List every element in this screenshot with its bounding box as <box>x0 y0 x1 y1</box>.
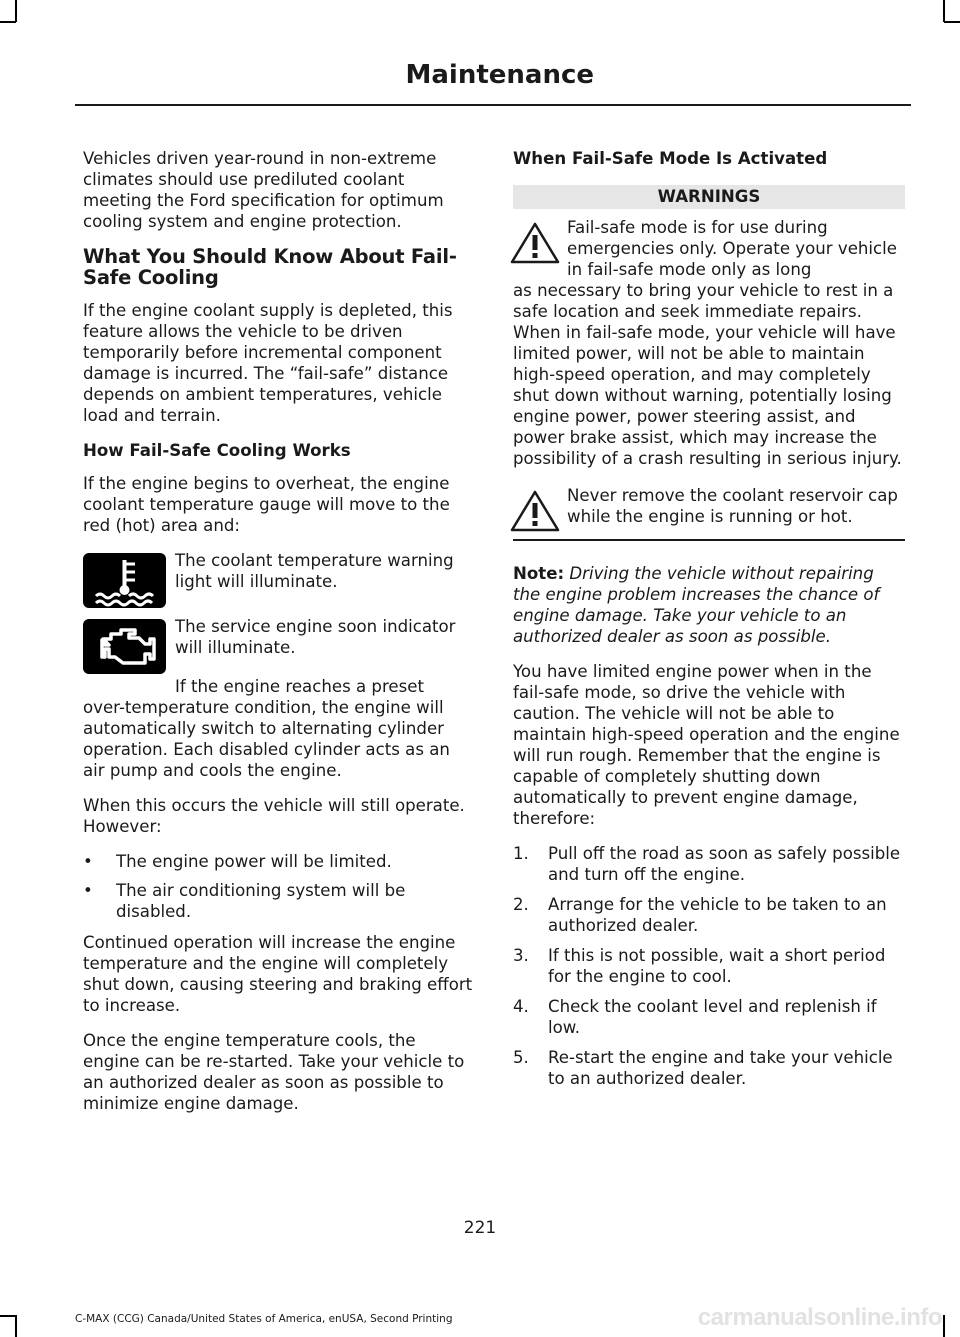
bullet-list <box>83 851 475 922</box>
crop-mark <box>943 1315 945 1337</box>
warning-rest: as necessary to bring your vehicle to rest in a safe location and seek immediate repairs. When in fail-safe mode, your vehicle will have limited power, will not be able to maintain high-speed operation, and may completely shut down without warning, potentially losing engine power, power steering assist, and power brake assist, which may increase the possibility of a crash resulting in serious injury. <box>513 281 902 468</box>
list-item: • The engine power will be limited. <box>83 851 475 872</box>
list-item <box>513 996 905 1038</box>
warning-triangle-icon <box>509 221 561 265</box>
step-number: 4. <box>513 996 529 1016</box>
check-engine-icon <box>83 619 166 674</box>
crop-mark <box>0 21 16 23</box>
left-column <box>83 148 475 1128</box>
step-number: 3. <box>513 945 529 965</box>
crop-mark <box>0 1315 16 1317</box>
steps-list <box>513 843 905 1089</box>
crop-mark <box>15 0 17 22</box>
step-number: 5. <box>513 1047 529 1067</box>
list-item <box>513 945 905 987</box>
coolant-temperature-warning-icon <box>83 553 166 608</box>
page-number: 221 <box>463 1218 497 1238</box>
list-item <box>513 843 905 885</box>
paragraph: You have limited engine power when in the fail-safe mode, so drive the vehicle with caution. The vehicle will not be able to maintain high-speed operation and the engine will run rough. Remember that the engine is capable of completely shutting down automatically to prevent engine damage, therefore: <box>513 661 900 828</box>
step-text: Check the coolant level and replenish if low. <box>548 996 877 1037</box>
service-engine-text: The service engine soon indicator will illuminate. <box>175 617 456 657</box>
note-text: Driving the vehicle without repairing the engine problem increases the chance of engine damage. Take your vehicle to an authorized dealer as soon as possible. <box>513 563 880 646</box>
coolant-warning-text: The coolant temperature warning light will illuminate. <box>175 551 454 591</box>
section-heading: What You Should Know About Fail-Safe Cooling <box>83 245 457 289</box>
warnings-header: WARNINGS <box>513 185 905 209</box>
step-text: Arrange for the vehicle to be taken to an authorized dealer. <box>548 894 887 935</box>
step-number: 2. <box>513 894 529 914</box>
paragraph: Once the engine temperature cools, the engine can be re-started. Take your vehicle to an authorized dealer as soon as possible to minimize engine damage. <box>83 1031 465 1113</box>
section-heading: When Fail-Safe Mode Is Activated <box>513 149 828 168</box>
crop-mark <box>944 21 960 23</box>
warning-lead: Fail-safe mode is for use during emergencies only. Operate your vehicle in fail-safe mode only as long <box>567 218 897 279</box>
step-number: 1. <box>513 843 529 863</box>
right-column <box>513 148 905 1098</box>
paragraph: If the engine begins to overheat, the engine coolant temperature gauge will move to the red (hot) area and: <box>83 474 450 535</box>
paragraph: If the engine coolant supply is depleted, this feature allows the vehicle to be driven temporarily before incremental component damage is incurred. The “fail-safe” distance depends on ambient temperatures, vehicle load and terrain. <box>83 301 453 425</box>
warning-item <box>513 485 905 527</box>
footer-text: C-MAX (CCG) Canada/United States of America, enUSA, Second Printing <box>75 1313 453 1325</box>
note <box>513 563 905 647</box>
page-title: Maintenance <box>405 60 594 90</box>
subheading: How Fail-Safe Cooling Works <box>83 441 351 460</box>
header-divider <box>75 104 911 106</box>
crop-mark <box>943 0 945 22</box>
step-text: Re-start the engine and take your vehicle to an authorized dealer. <box>548 1047 893 1088</box>
note-label: Note: <box>513 563 565 583</box>
paragraph: When this occurs the vehicle will still operate. However: <box>83 796 465 836</box>
crop-mark <box>15 1315 17 1337</box>
step-text: If this is not possible, wait a short period for the engine to cool. <box>548 945 886 986</box>
warning-triangle-icon <box>509 489 561 533</box>
warning-item <box>513 217 905 469</box>
paragraph: Continued operation will increase the engine temperature and the engine will completely shut down, causing steering and braking effort to increase. <box>83 933 473 1015</box>
paragraph-lead: If the engine reaches a preset <box>175 677 424 696</box>
list-item: • The air conditioning system will be disabled. <box>83 880 475 922</box>
paragraph <box>83 676 475 781</box>
list-item <box>513 1047 905 1089</box>
service-engine-item <box>83 616 475 672</box>
intro-paragraph: Vehicles driven year-round in non-extreme climates should use prediluted coolant meeting the Ford specification for optimum cooling system and engine protection. <box>83 149 444 231</box>
coolant-warning-item <box>83 550 475 606</box>
warnings-divider <box>513 539 905 541</box>
watermark: carmanualsonline.info <box>697 1304 942 1331</box>
step-text: Pull off the road as soon as safely possible and turn off the engine. <box>548 843 901 884</box>
warning-text: Never remove the coolant reservoir cap while the engine is running or hot. <box>567 486 898 526</box>
list-item <box>513 894 905 936</box>
paragraph-rest: over-temperature condition, the engine will automatically switch to alternating cylinder operation. Each disabled cylinder acts as an air pump and cools the engine. <box>83 698 450 780</box>
